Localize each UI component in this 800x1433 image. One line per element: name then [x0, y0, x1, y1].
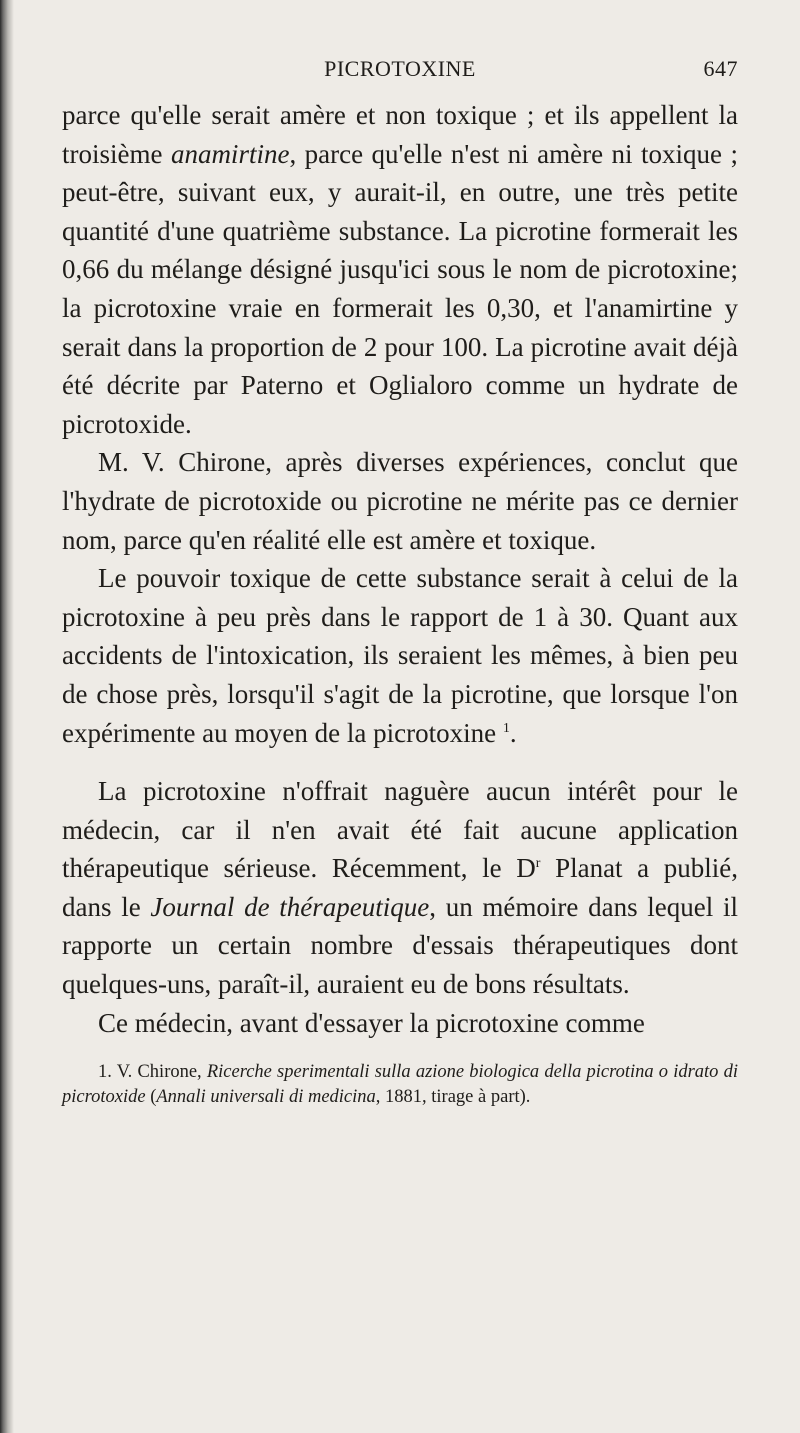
text-run: Ce médecin, avant d'essayer la picrotoxine comme	[98, 1007, 645, 1038]
text-run: , un mémoire dans lequel il rapporte un certain nombre d'essais thérapeutiques dont quelques-uns, paraît-il, auraient eu de bons résultats.	[62, 891, 738, 1000]
superscript: r	[535, 856, 541, 872]
running-head	[62, 56, 738, 90]
italic-text: Journal de thérapeutique	[150, 891, 430, 922]
superscript: 1	[502, 720, 510, 736]
page-number: 647	[703, 56, 738, 81]
footnote	[62, 1060, 738, 1110]
text-run: Planat a publié, dans le	[62, 853, 738, 922]
body-text	[62, 96, 738, 1042]
binding-shadow	[0, 0, 14, 1433]
book-page	[62, 56, 738, 1110]
text-run: , parce qu'elle n'est ni amère ni toxique ; peut-être, suivant eux, y aurait-il, en outre, une très petite quantité d'une quatrième substance. La picrotine formerait les 0,66 du mélange désigné jusqu'ici sous le nom de picrotoxine; la picrotoxine vraie en formerait les 0,30, et l'anamirtine y serait dans la proportion de 2 pour 100. La picrotine avait déjà été décrite par Paterno et Oglialoro comme un hydrate de picrotoxide.	[62, 138, 738, 439]
italic-text: Annali universali di medicina	[156, 1087, 376, 1108]
text-run: parce qu'elle serait amère et non toxique ; et ils appellent la troisième	[62, 100, 738, 169]
text-run: .	[509, 717, 517, 748]
paragraph	[62, 559, 738, 752]
paragraph	[62, 96, 738, 443]
text-run: M. V. Chirone, après diverses expériences, conclut que l'hydrate de picrotoxide ou picrotine ne mérite pas ce dernier nom, parce qu'en réalité elle est amère et toxique.	[62, 447, 738, 555]
paragraph	[62, 1004, 738, 1043]
paragraph	[62, 443, 738, 559]
text-run: 1. V. Chirone,	[98, 1062, 207, 1083]
italic-text: anamirtine	[170, 138, 290, 169]
italic-text: Ricerche sperimentali sulla azione biologica della picrotina o idrato di picrotoxide	[62, 1062, 738, 1108]
text-run: Le pouvoir toxique de cette substance serait à celui de la picrotoxine à peu près dans le rapport de 1 à 30. Quant aux accidents de l'intoxication, ils seraient les mêmes, à bien peu de chose près, lorsqu'il s'agit de la picrotine, que lorsque l'on expérimente au moyen de la picrotoxine	[62, 563, 738, 748]
running-title: PICROTOXINE	[324, 56, 476, 81]
text-run: , 1881, tirage à part).	[375, 1087, 531, 1108]
text-run: (	[145, 1087, 157, 1108]
paragraph	[62, 772, 738, 1004]
text-run: La picrotoxine n'offrait naguère aucun intérêt pour le médecin, car il n'en avait été fait aucune application thérapeutique sérieuse. Récemment, le D	[62, 776, 738, 884]
